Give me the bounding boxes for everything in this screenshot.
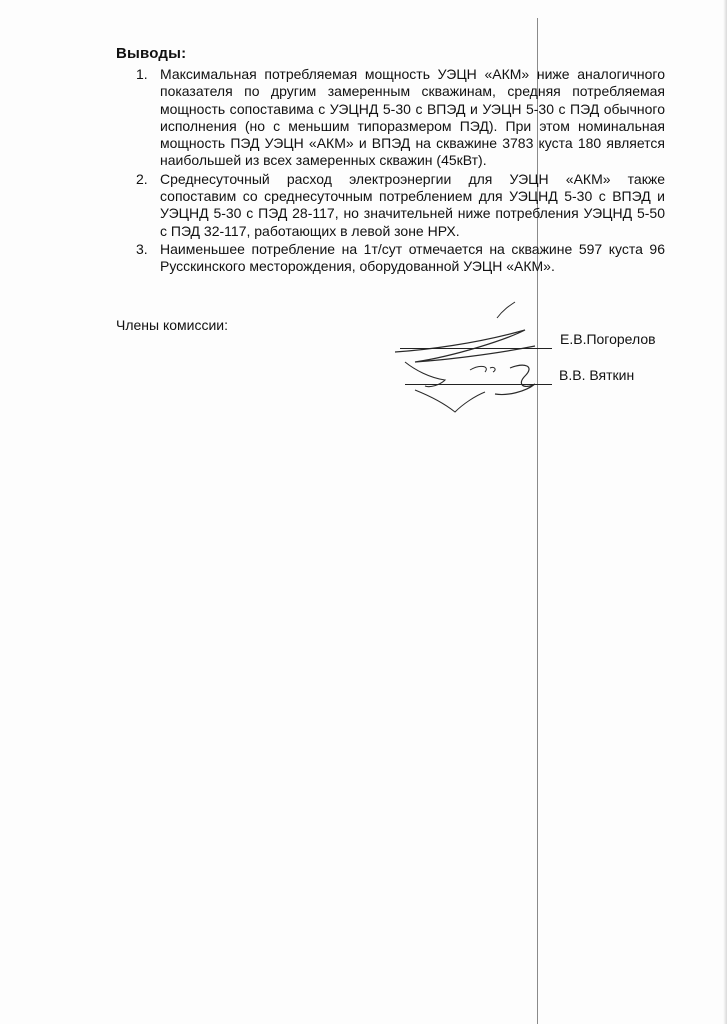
conclusion-number: 1. bbox=[136, 66, 148, 82]
signature-line bbox=[405, 384, 552, 385]
signatory-name: В.В. Вяткин bbox=[559, 367, 635, 383]
scan-page-edge bbox=[723, 0, 727, 1024]
conclusion-text: Максимальная потребляемая мощность УЭЦН «АКМ» ниже аналогичного показателя по другим замеренным скважинам, средняя потребляемая мощность сопоставима с УЭЦНД 5-30 с ВПЭД и УЭЦН 5-30 с ПЭД обычного исполнения (но с меньшим типоразмером ПЭД). При этом номинальная мощность ПЭД УЭЦН «АКМ» и ВПЭД на скважине 3783 куста 180 является наибольшей из всех замеренных скважин (45кВт). bbox=[160, 66, 665, 169]
signatory-row bbox=[405, 367, 650, 387]
signatory-row bbox=[400, 331, 665, 351]
conclusions-list bbox=[120, 66, 665, 277]
conclusions-heading: Выводы: bbox=[116, 45, 187, 62]
conclusion-number: 2. bbox=[136, 170, 148, 187]
conclusion-text: Наименьшее потребление на 1т/сут отмечается на скважине 597 куста 96 Русскинского месторождения, оборудованной УЭЦН «АКМ». bbox=[160, 240, 665, 275]
conclusion-text: Среднесуточный расход электроэнергии для УЭЦН «АКМ» также сопоставим со среднесуточным потреблением для УЭЦНД 5-30 с ВПЭД и УЭЦНД 5-30 с ПЭД 28-117, но значительней ниже потребления УЭЦНД 5-50 с ПЭД 32-117, работающих в левой зоне НРХ. bbox=[160, 170, 665, 239]
conclusion-item bbox=[120, 241, 665, 276]
signatory-name: Е.В.Погорелов bbox=[560, 331, 656, 347]
handwritten-signature bbox=[385, 300, 565, 420]
conclusion-number: 3. bbox=[136, 240, 148, 257]
signature-line bbox=[400, 348, 552, 349]
commission-members-label: Члены комиссии: bbox=[116, 317, 229, 333]
conclusion-item bbox=[120, 171, 665, 240]
conclusion-item bbox=[120, 66, 665, 170]
